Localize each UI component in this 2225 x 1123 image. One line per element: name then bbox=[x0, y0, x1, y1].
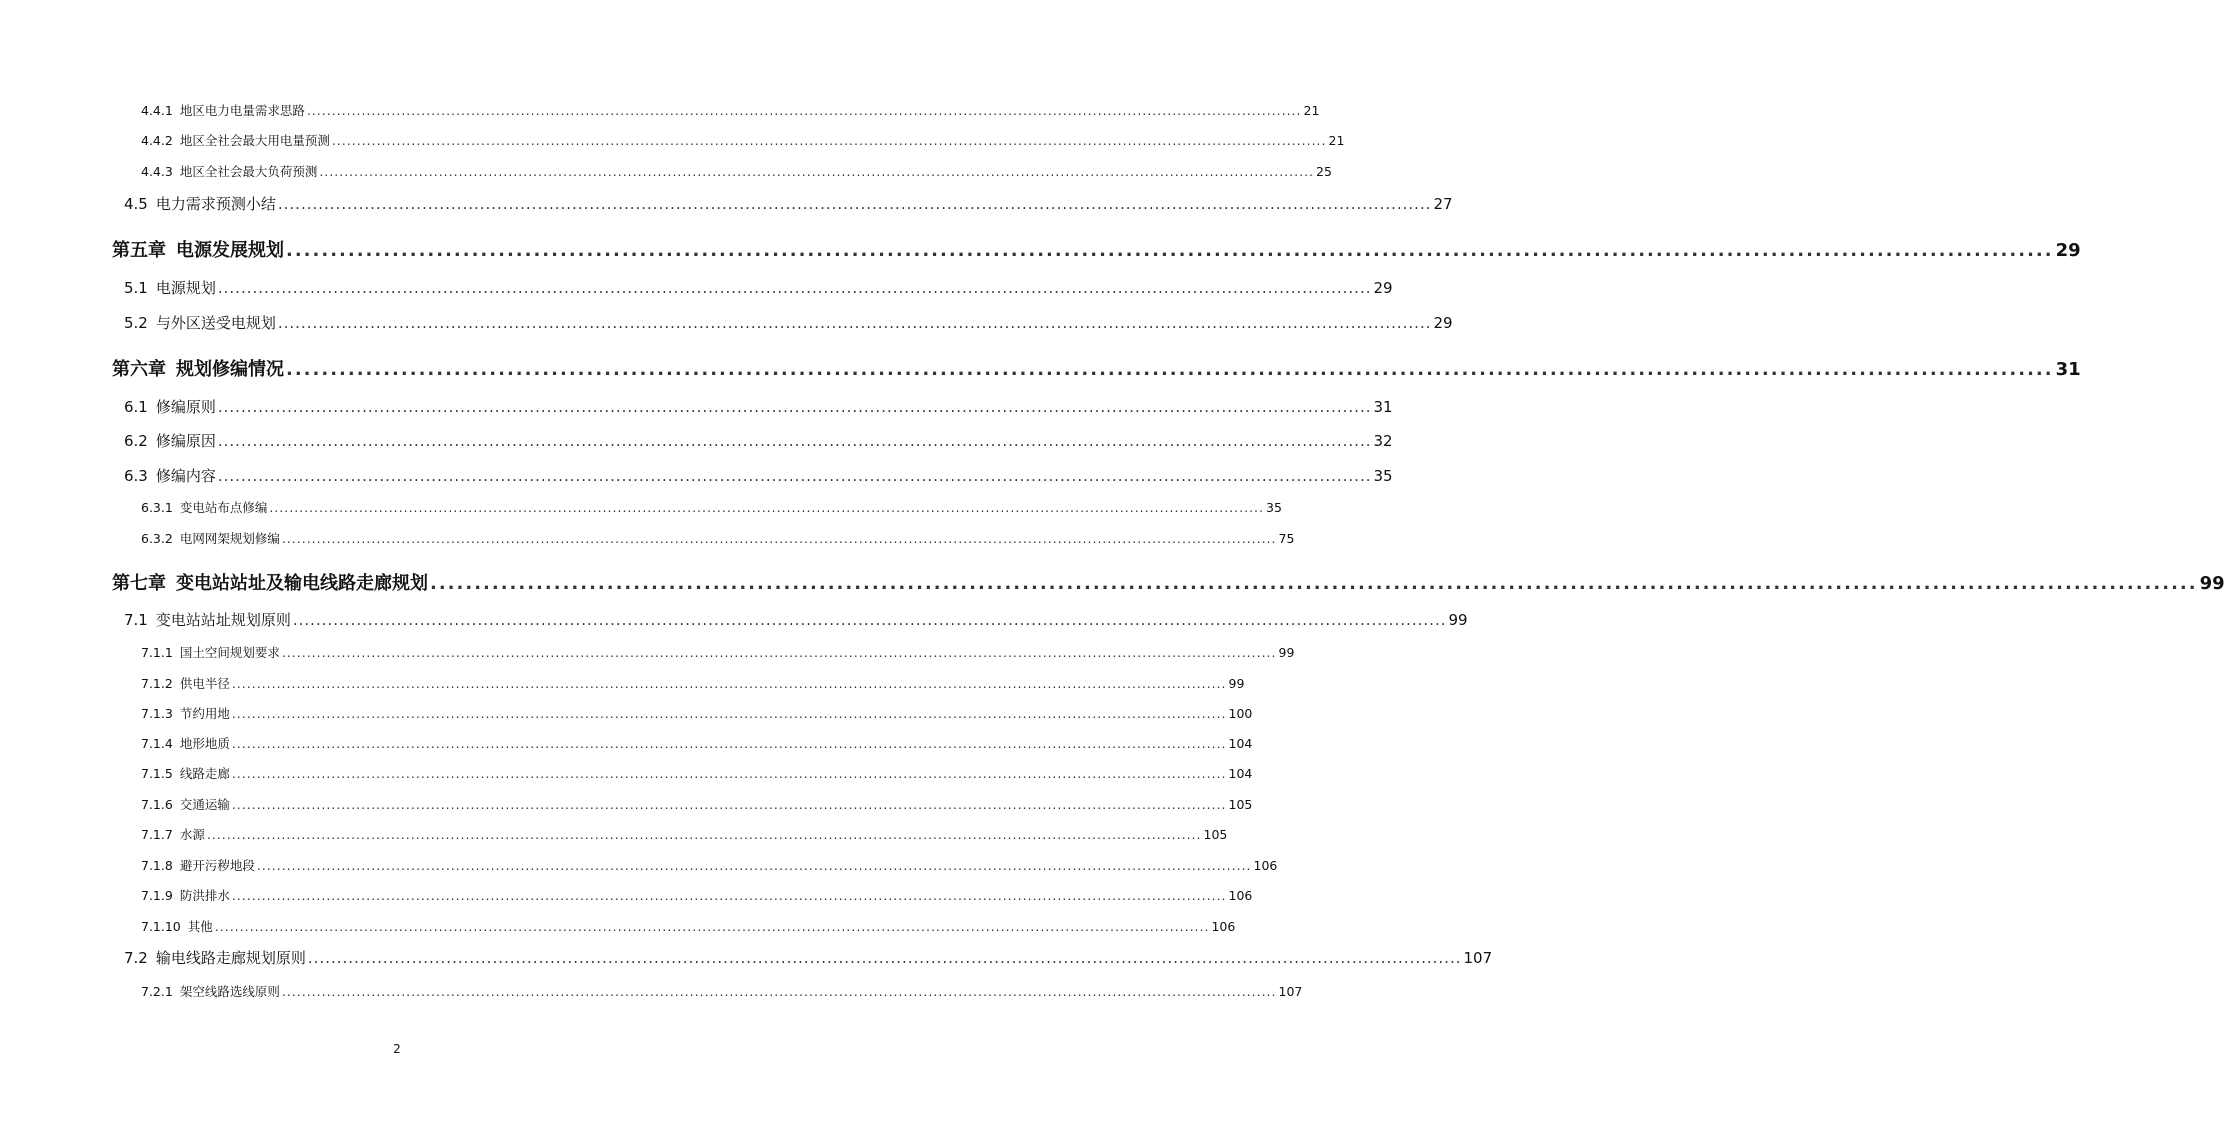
toc-entry-number: 7.1.6 bbox=[141, 797, 173, 812]
toc-entry-number: 5.2 bbox=[124, 314, 148, 332]
toc-entry-page: 106 bbox=[1211, 919, 1236, 934]
toc-entry[interactable] bbox=[124, 609, 1468, 630]
toc-entry-title: 防洪排水 bbox=[179, 888, 230, 903]
toc-entry-page: 106 bbox=[1228, 888, 1253, 903]
toc-entry-page: 21 bbox=[1303, 103, 1320, 118]
toc-entry-title: 变电站布点修编 bbox=[179, 500, 268, 515]
toc-entry-number: 6.2 bbox=[124, 432, 148, 450]
toc-entry[interactable] bbox=[141, 529, 1295, 547]
toc-entry-number: 4.4.2 bbox=[141, 133, 173, 148]
toc-entry-number: 第七章 bbox=[112, 573, 166, 594]
dot-leader: ........................................................................................................................................................................................................ bbox=[269, 500, 1265, 515]
toc-entry[interactable] bbox=[124, 193, 1453, 214]
toc-entry-title: 变电站站址规划原则 bbox=[155, 611, 291, 629]
toc-entry-number: 6.1 bbox=[124, 398, 148, 416]
toc-entry-title: 电源发展规划 bbox=[176, 240, 284, 261]
toc-entry[interactable] bbox=[112, 236, 2081, 262]
dot-leader: ........................................................................................................................................................................................................ bbox=[231, 676, 1227, 691]
dot-leader: ........................................................................................................................................................................................................ bbox=[217, 279, 1372, 297]
toc-entry-number: 7.1 bbox=[124, 611, 148, 629]
dot-leader: ........................................................................................................................................................................................................ bbox=[292, 611, 1447, 629]
toc-entry[interactable] bbox=[141, 643, 1295, 661]
toc-entry-title: 电力需求预测小结 bbox=[155, 195, 276, 213]
toc-entry-page: 29 bbox=[1373, 279, 1393, 297]
toc-entry-title: 修编原因 bbox=[155, 432, 216, 450]
dot-leader: ........................................................................................................................................................................................................ bbox=[214, 919, 1210, 934]
toc-entry-number: 7.1.2 bbox=[141, 676, 173, 691]
toc-entry-page: 99 bbox=[1448, 611, 1468, 629]
toc-entry-number: 7.1.5 bbox=[141, 766, 173, 781]
toc-entry-number: 7.1.4 bbox=[141, 736, 173, 751]
dot-leader: ........................................................................................................................................................................................................ bbox=[307, 949, 1462, 967]
toc-entry-title: 变电站站址及输电线路走廊规划 bbox=[176, 573, 428, 594]
toc-entry-number: 7.1.10 bbox=[141, 919, 181, 934]
toc-entry-number: 4.5 bbox=[124, 195, 148, 213]
dot-leader: ........................................................................................................................................................................................................ bbox=[217, 432, 1372, 450]
toc-entry-number: 第六章 bbox=[112, 359, 166, 380]
toc-entry-number: 7.2 bbox=[124, 949, 148, 967]
toc-entry-title: 架空线路选线原则 bbox=[179, 984, 280, 999]
toc-entry[interactable] bbox=[112, 355, 2081, 381]
toc-entry[interactable] bbox=[141, 498, 1282, 516]
dot-leader: ........................................................................................................................................................................................................ bbox=[277, 195, 1432, 213]
toc-entry-title: 地区全社会最大用电量预测 bbox=[179, 133, 330, 148]
toc-entry-title: 修编原则 bbox=[155, 398, 216, 416]
toc-entry-title: 地形地质 bbox=[179, 736, 230, 751]
dot-leader: ........................................................................................................................................................................................................ bbox=[277, 314, 1432, 332]
dot-leader: ........................................................................................................................................................................................................ bbox=[231, 706, 1227, 721]
toc-entry[interactable] bbox=[141, 856, 1278, 874]
dot-leader: ........................................................................................................................................................................................................ bbox=[281, 645, 1277, 660]
toc-entry-title: 避开污秽地段 bbox=[179, 858, 255, 873]
toc-entry[interactable] bbox=[141, 674, 1245, 692]
toc-entry-number: 6.3.1 bbox=[141, 500, 173, 515]
toc-entry-page: 35 bbox=[1266, 500, 1282, 515]
page-number: 2 bbox=[393, 1042, 401, 1056]
dot-leader: ........................................................................................................................................................................................................ bbox=[319, 164, 1315, 179]
toc-entry[interactable] bbox=[141, 917, 1236, 935]
toc-entry[interactable] bbox=[141, 795, 1253, 813]
toc-entry[interactable] bbox=[141, 982, 1303, 1000]
dot-leader: ........................................................................................................................................................................................................ bbox=[231, 797, 1227, 812]
toc-entry-page: 29 bbox=[2055, 240, 2081, 261]
toc-entry-page: 99 bbox=[2199, 573, 2225, 594]
dot-leader: ........................................................................................................................................................................................................ bbox=[231, 766, 1227, 781]
toc-entry[interactable] bbox=[141, 825, 1228, 843]
toc-entry[interactable] bbox=[141, 131, 1345, 149]
toc-entry-page: 35 bbox=[1373, 467, 1393, 485]
toc-entry-page: 100 bbox=[1228, 706, 1253, 721]
dot-leader: ........................................................................................................................................................................................................ bbox=[281, 531, 1277, 546]
toc-entry-title: 线路走廊 bbox=[179, 766, 230, 781]
dot-leader: ........................................................................................................................................................................................................ bbox=[217, 467, 1372, 485]
toc-entry-page: 105 bbox=[1203, 827, 1228, 842]
toc-entry-number: 第五章 bbox=[112, 240, 166, 261]
toc-entry[interactable] bbox=[141, 162, 1332, 180]
toc-entry-page: 29 bbox=[1433, 314, 1453, 332]
toc-entry-title: 地区全社会最大负荷预测 bbox=[179, 164, 318, 179]
toc-entry[interactable] bbox=[112, 569, 2225, 595]
toc-entry-page: 107 bbox=[1463, 949, 1493, 967]
dot-leader: ........................................................................................................................................................................................................ bbox=[306, 103, 1302, 118]
toc-entry-page: 105 bbox=[1228, 797, 1253, 812]
toc-entry-title: 电网网架规划修编 bbox=[179, 531, 280, 546]
toc-entry[interactable] bbox=[124, 465, 1393, 486]
toc-entry[interactable] bbox=[124, 396, 1393, 417]
toc-entry-title: 规划修编情况 bbox=[176, 359, 284, 380]
toc-entry-title: 地区电力电量需求思路 bbox=[179, 103, 305, 118]
dot-leader: ........................................................................................................................................................................................................ bbox=[231, 888, 1227, 903]
dot-leader: ........................................................................................................................................................................................................ bbox=[281, 984, 1277, 999]
dot-leader: ........................................................................................................................................................................................................ bbox=[430, 573, 2198, 594]
dot-leader: ........................................................................................................................................................................................................ bbox=[206, 827, 1202, 842]
toc-entry-number: 7.1.9 bbox=[141, 888, 173, 903]
toc-entry-title: 交通运输 bbox=[179, 797, 230, 812]
toc-entry[interactable] bbox=[124, 277, 1393, 298]
toc-entry-title: 国土空间规划要求 bbox=[179, 645, 280, 660]
toc-entry-page: 31 bbox=[2055, 359, 2081, 380]
toc-entry[interactable] bbox=[124, 430, 1393, 451]
toc-entry[interactable] bbox=[141, 101, 1320, 119]
dot-leader: ........................................................................................................................................................................................................ bbox=[256, 858, 1252, 873]
toc-entry-page: 25 bbox=[1316, 164, 1332, 179]
toc-entry-number: 6.3 bbox=[124, 467, 148, 485]
toc-entry-page: 27 bbox=[1433, 195, 1453, 213]
toc-entry-number: 7.2.1 bbox=[141, 984, 173, 999]
toc-entry-number: 7.1.7 bbox=[141, 827, 173, 842]
dot-leader: ........................................................................................................................................................................................................ bbox=[231, 736, 1227, 751]
toc-entry-number: 4.4.3 bbox=[141, 164, 173, 179]
toc-entry[interactable] bbox=[124, 947, 1493, 968]
toc-entry-number: 7.1.3 bbox=[141, 706, 173, 721]
toc-entry[interactable] bbox=[141, 734, 1253, 752]
toc-entry-page: 31 bbox=[1373, 398, 1393, 416]
toc-entry-number: 7.1.1 bbox=[141, 645, 173, 660]
toc-entry-title: 水源 bbox=[179, 827, 205, 842]
toc-entry-page: 32 bbox=[1373, 432, 1393, 450]
dot-leader: ........................................................................................................................................................................................................ bbox=[217, 398, 1372, 416]
toc-entry-title: 输电线路走廊规划原则 bbox=[155, 949, 306, 967]
toc-entry[interactable] bbox=[141, 764, 1253, 782]
toc-entry-page: 106 bbox=[1253, 858, 1278, 873]
toc-entry-title: 与外区送受电规划 bbox=[155, 314, 276, 332]
toc-entry-page: 104 bbox=[1228, 766, 1253, 781]
dot-leader: ........................................................................................................................................................................................................ bbox=[286, 240, 2054, 261]
toc-entry-page: 104 bbox=[1228, 736, 1253, 751]
toc-entry-page: 99 bbox=[1228, 676, 1245, 691]
toc-entry-title: 供电半径 bbox=[179, 676, 230, 691]
toc-entry-title: 其他 bbox=[187, 919, 213, 934]
toc-entry-title: 电源规划 bbox=[155, 279, 216, 297]
toc-entry-page: 107 bbox=[1278, 984, 1303, 999]
dot-leader: ........................................................................................................................................................................................................ bbox=[331, 133, 1327, 148]
toc-entry[interactable] bbox=[141, 886, 1253, 904]
toc-entry-page: 21 bbox=[1328, 133, 1345, 148]
dot-leader: ........................................................................................................................................................................................................ bbox=[286, 359, 2054, 380]
toc-entry-number: 4.4.1 bbox=[141, 103, 173, 118]
toc-entry[interactable] bbox=[124, 312, 1453, 333]
toc-entry-number: 6.3.2 bbox=[141, 531, 173, 546]
toc-entry-title: 节约用地 bbox=[179, 706, 230, 721]
toc-entry-number: 5.1 bbox=[124, 279, 148, 297]
toc-entry-number: 7.1.8 bbox=[141, 858, 173, 873]
toc-entry-page: 75 bbox=[1278, 531, 1295, 546]
toc-entry[interactable] bbox=[141, 704, 1253, 722]
toc-entry-title: 修编内容 bbox=[155, 467, 216, 485]
toc-entry-page: 99 bbox=[1278, 645, 1295, 660]
